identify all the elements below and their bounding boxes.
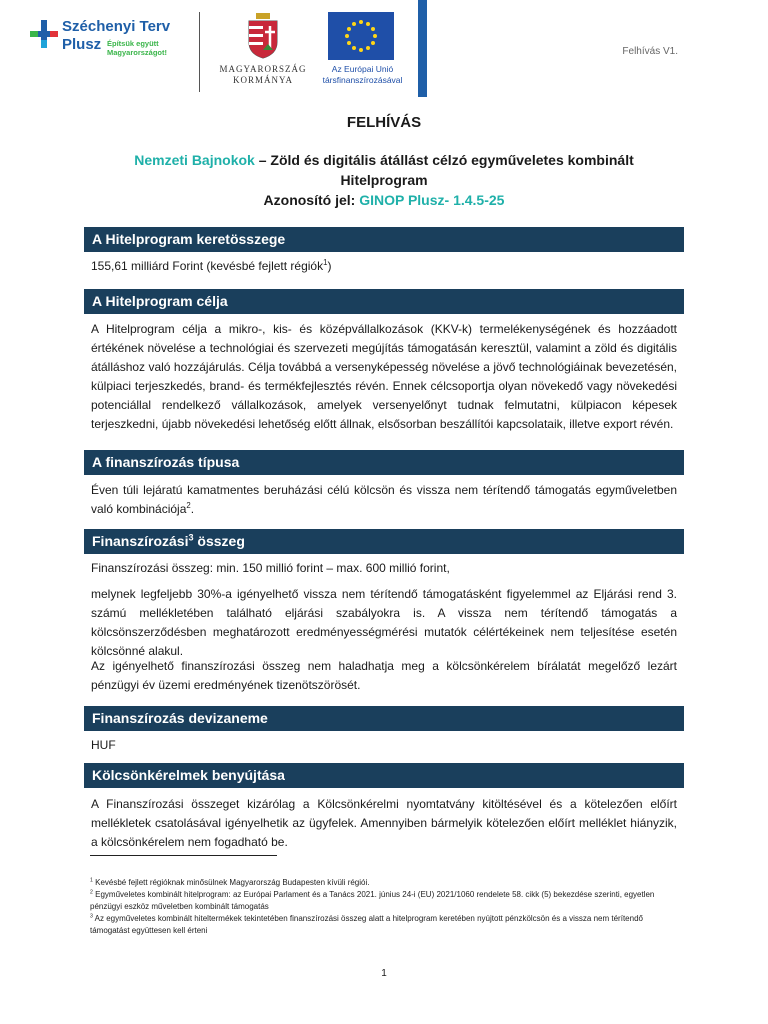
footnote-separator xyxy=(90,855,277,856)
szechenyi-terv-plusz-logo xyxy=(30,16,200,80)
government-label-line1: MAGYARORSZÁG xyxy=(219,64,307,74)
header-accent-bar xyxy=(418,0,427,97)
section-text-amount-p2: melynek legfeljebb 30%-a igényelhető vissza nem térítendő támogatásként figyelemmel az Eljárási rend 3. számú mellékletében található eljárási szabályokra is. A vissza nem térítendő támogatás a kölcsönszerződésben meghatározott eredményességmérési mutatók célértékeinek nem teljesítése esetén kölcsönné alakul. xyxy=(91,587,677,658)
section-text-currency: HUF xyxy=(91,738,116,752)
program-name: Nemzeti Bajnokok xyxy=(134,152,255,168)
section-heading-budget: A Hitelprogram keretösszege xyxy=(84,227,684,252)
footnote-3: $^3$ Az egyműveletes kombinált hiteltermékek tekintetében finanszírozási összeg alatt a hitelprogram keretében nyújtott pénzkölcsön és a vissza nem térítendő támogatást együttesen kell érteni xyxy=(90,913,643,935)
szechenyi-name: Széchenyi Terv xyxy=(62,18,171,35)
eu-flag-icon xyxy=(328,12,394,60)
section-text-amount-p3: Az igényelhető finanszírozási összeg nem haladhatja meg a kölcsönkérelem bírálatát megelőző lezárt pénzügyi év üzemi eredményének tizenötszörösét. xyxy=(91,659,677,692)
section-heading-amount: Finanszírozási$^3$ összeg xyxy=(84,529,684,554)
program-description: – Zöld és digitális átállást célzó egyműveletes kombinált Hitelprogram xyxy=(254,152,634,188)
hungarian-government-logo xyxy=(218,12,308,92)
section-text-amount-p1: Finanszírozási összeg: min. 150 millió forint – max. 600 millió forint, xyxy=(91,561,450,575)
page-title: FELHÍVÁS xyxy=(346,114,422,131)
eu-cofinancing-logo xyxy=(315,12,405,92)
footnote-2: $^2$ Egyműveletes kombinált hitelprogram: az Európai Parlament és a Tanács 2021. június 24-i (EU) 2021/1060 rendelete 58. cikk (5) bekezdése szerinti, egyetlen pénzügyi eszköz műveletben kombinált támogatás xyxy=(90,889,655,911)
eu-label-line2: társfinanszírozásával xyxy=(322,75,403,85)
section-heading-currency: Finanszírozás devizaneme xyxy=(84,706,684,731)
szechenyi-slogan-line2: Magyarországot! xyxy=(107,48,168,57)
footnote-ref: 2 xyxy=(186,501,191,510)
program-id-label: Azonosító jel: xyxy=(263,192,360,208)
eu-label xyxy=(315,64,410,86)
footnote-ref: 1 xyxy=(323,258,328,267)
government-label xyxy=(218,64,308,86)
section-heading-submission: Kölcsönkérelmek benyújtása xyxy=(84,763,684,788)
section-text-type: Éven túli lejáratú kamatmentes beruházási célú kölcsön és vissza nem térítendő támogatás egyműveletben való kombinációja$^2$. xyxy=(91,483,677,516)
section-heading-type: A finanszírozás típusa xyxy=(84,450,684,475)
section-text-submission: A Finanszírozási összeget kizárólag a Kölcsönkérelmi nyomtatvány kitöltésével és a kötelezően előírt mellékletek csatolásával igényelhetik az ügyfelek. Amennyiben bármelyik kötelezően előírt melléklet hiányzik, a kölcsönkérelem nem fogadható be. xyxy=(91,797,677,849)
hungarian-coat-of-arms-icon xyxy=(246,12,280,60)
eu-label-line1: Az Európai Unió xyxy=(331,64,394,74)
program-id-value: GINOP Plusz- 1.4.5-25 xyxy=(359,192,505,208)
program-subtitle xyxy=(90,150,678,210)
footnote-ref: 3 xyxy=(188,532,194,543)
section-heading-goal: A Hitelprogram célja xyxy=(84,289,684,314)
page-number: 1 xyxy=(381,968,387,979)
header-divider xyxy=(199,12,200,92)
szechenyi-slogan-line1: Építsük együtt xyxy=(107,39,159,48)
section-text-goal: A Hitelprogram célja a mikro-, kis- és középvállalkozások (KKV-k) termelékenységének és hozzáadott értékének növelése a technológiai és szervezeti megújítás támogatásán keresztül, valamint a zöld és digitális átálláshoz való hozzájárulás. Célja továbbá a versenyképesség növelése a jövő technológiáinak bevezetésén, külpiaci terjeszkedés, brand- és termékfejlesztés révén. Ennek célcsoportja olyan növekedő vagy növekedési potenciállal rendelkező vállalkozások, amelyek versenyelőnyt tudnak felmutatni, külpiacon képesek terjeszkedni, újabb növekedési lehetőség előtt állnak, elsősorban beszállítói kapcsolataik, illetve export révén. xyxy=(91,322,677,431)
section-text-budget: 155,61 milliárd Forint (kevésbé fejlett régiók$^1$) xyxy=(91,258,332,273)
footnote-1: $^1$ Kevésbé fejlett régióknak minősülnek Magyarország Budapesten kívüli régiói. xyxy=(90,877,370,887)
government-label-line2: KORMÁNYA xyxy=(232,75,293,85)
szechenyi-plusz: Plusz xyxy=(62,36,102,53)
document-version: Felhívás V1. xyxy=(622,46,678,57)
szechenyi-cross-icon xyxy=(30,20,58,48)
